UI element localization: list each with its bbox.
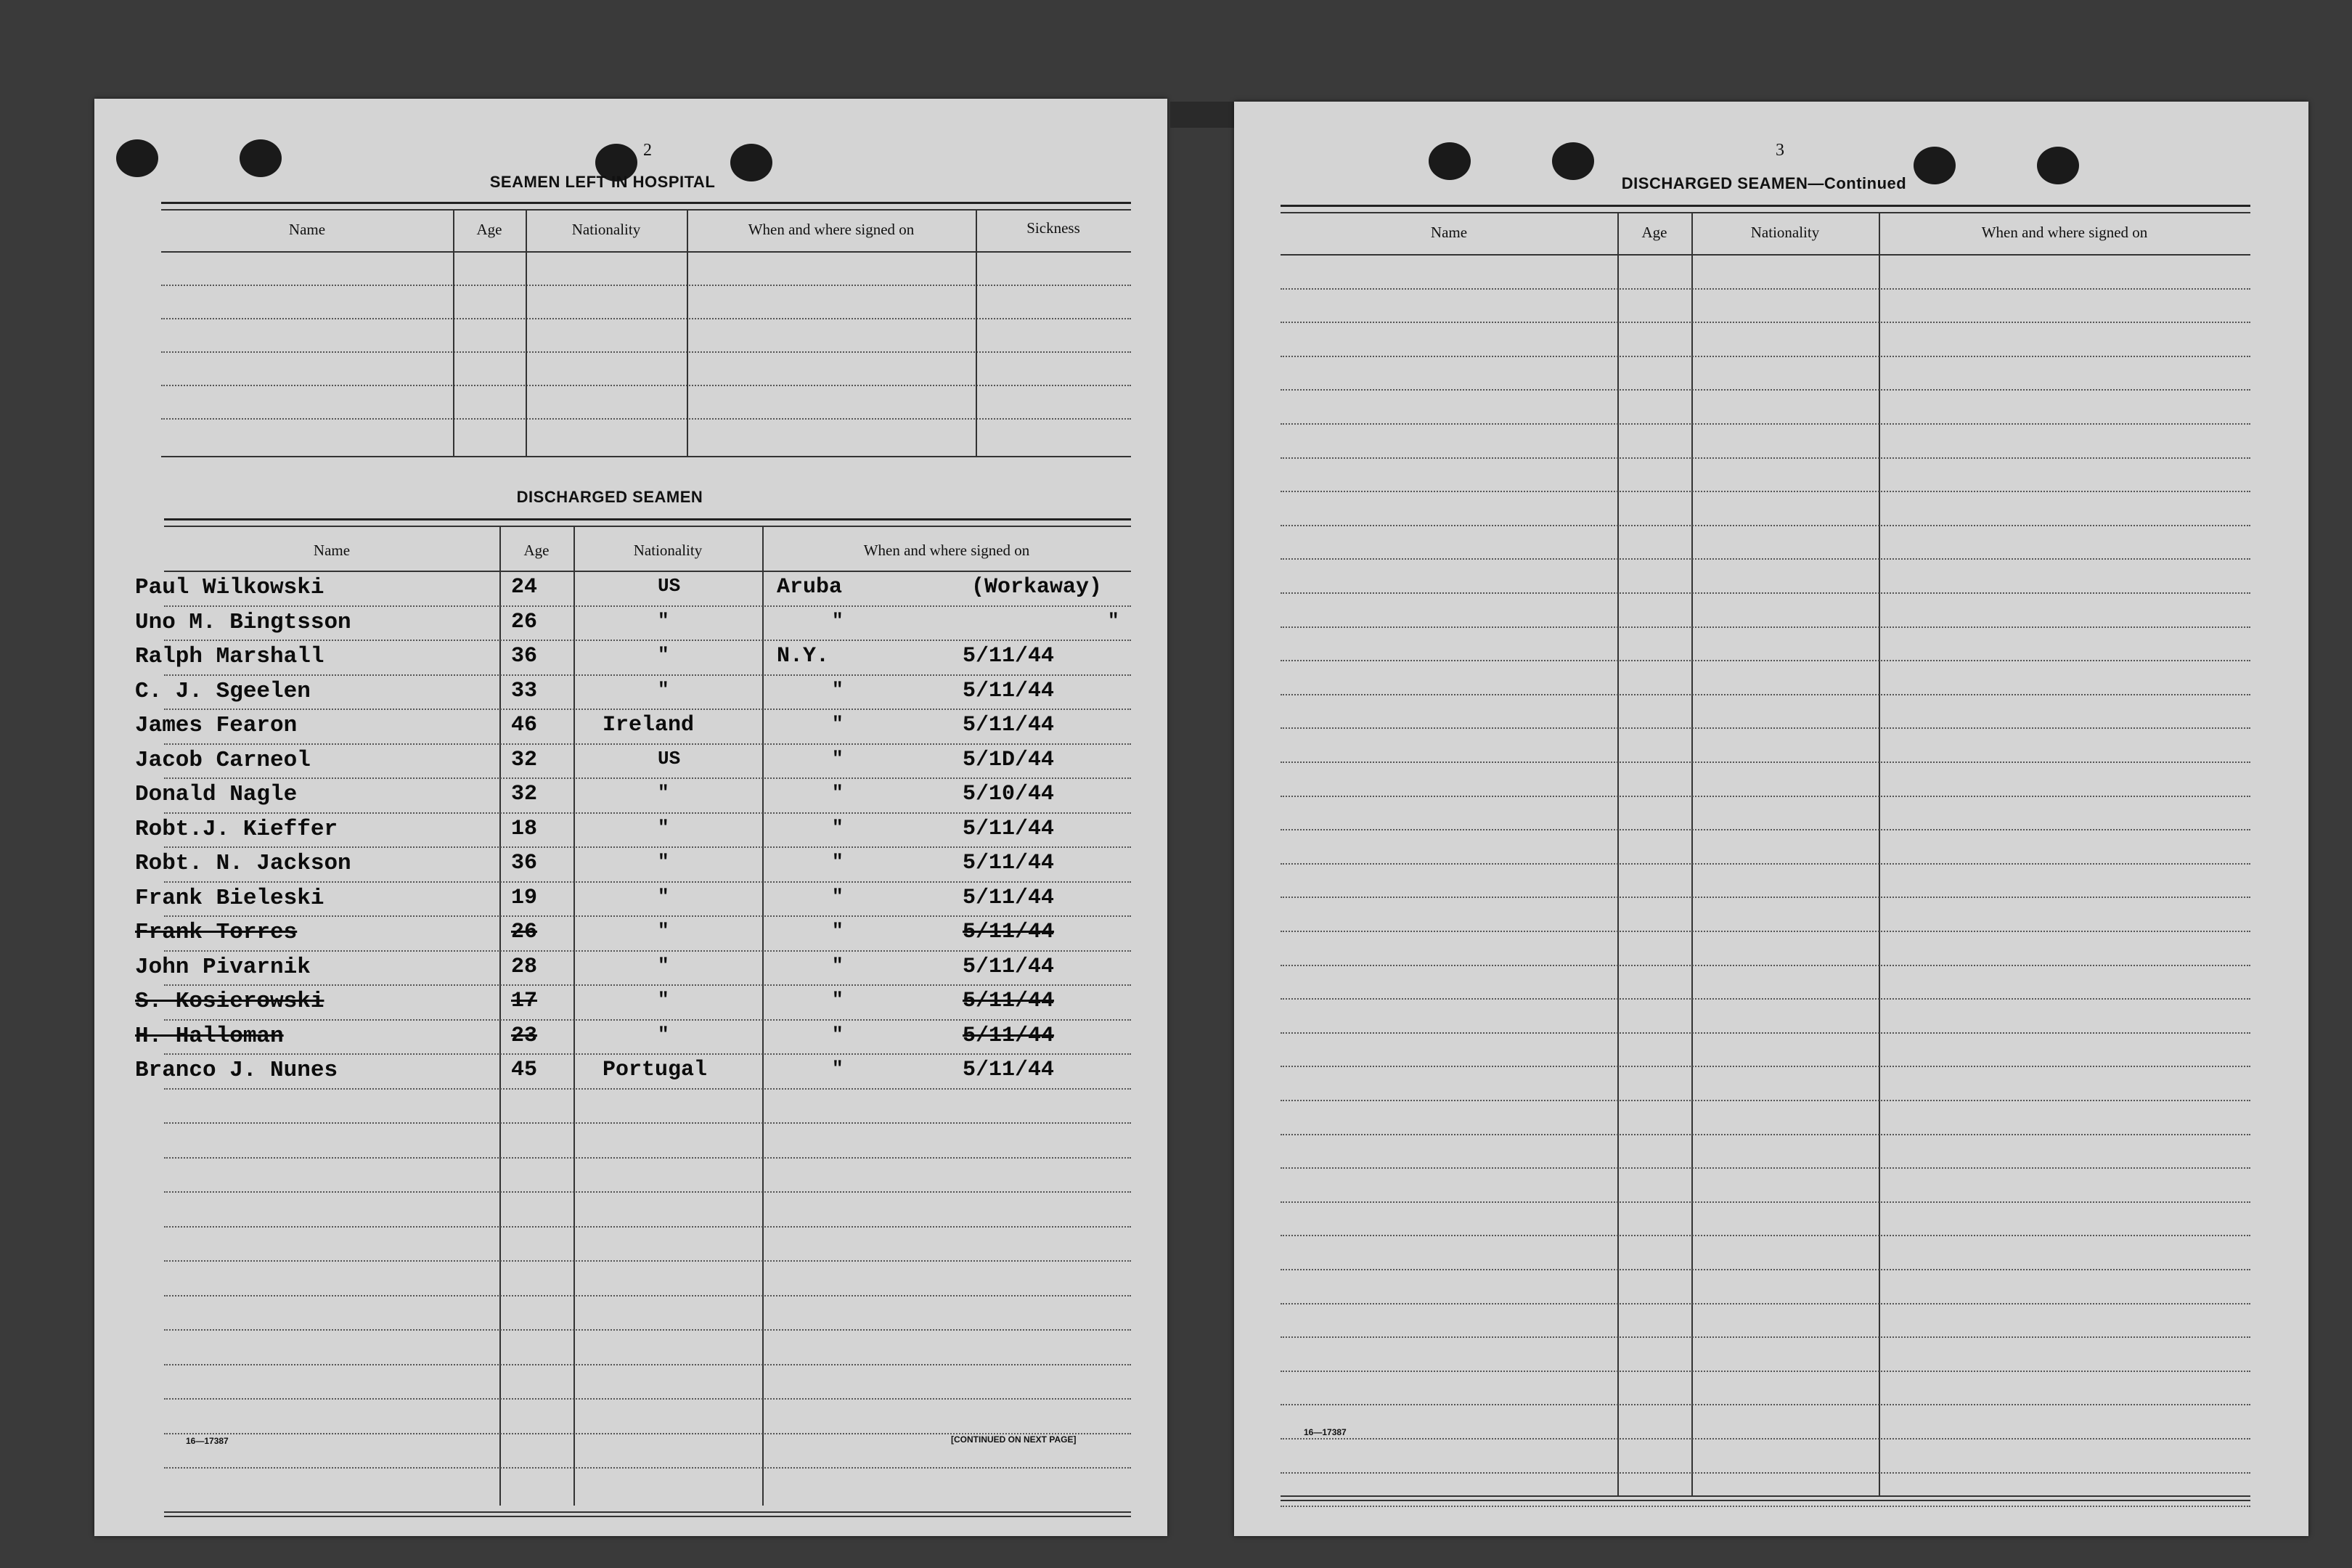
col-header-signed-on: When and where signed on — [1981, 224, 2148, 241]
discharged-when-cell: 5/11/44 — [963, 713, 1055, 738]
row-rule — [164, 1019, 1131, 1021]
row-rule — [1281, 931, 2250, 932]
col-header-name: Name — [1430, 224, 1468, 241]
discharged-age-cell: 26 — [511, 609, 538, 634]
discharged-name-cell: James Fearon — [135, 713, 298, 738]
row-rule — [1281, 1371, 2250, 1372]
discharged-where-cell: " — [832, 989, 844, 1010]
binding-notch — [1170, 102, 1240, 128]
hospital-table — [161, 202, 1131, 470]
row-rule — [164, 881, 1131, 883]
punch-hole — [116, 139, 158, 177]
col-header-age: Age — [476, 221, 502, 238]
row-rule — [1281, 897, 2250, 898]
discharged-age-cell: 28 — [511, 954, 538, 979]
discharged-nationality-cell: " — [658, 1023, 669, 1045]
discharged-age-cell: 45 — [511, 1058, 538, 1082]
discharged-when-cell: 5/11/44 — [963, 954, 1055, 979]
col-header-age: Age — [523, 542, 550, 559]
row-rule — [164, 1088, 1131, 1090]
discharged-nationality-cell: Portugal — [603, 1058, 708, 1082]
row-rule — [1281, 389, 2250, 391]
discharged-nationality-cell: " — [658, 678, 669, 701]
discharged-where-cell: " — [832, 782, 844, 804]
col-header-age: Age — [1641, 224, 1667, 241]
discharged-when-cell: 5/10/44 — [963, 782, 1055, 807]
discharged-name-cell: Frank Torres — [135, 920, 298, 945]
row-rule — [1281, 1404, 2250, 1405]
left-page — [94, 99, 1167, 1536]
discharged-when-cell: 5/11/44 — [963, 989, 1055, 1013]
col-header-signed-on: When and where signed on — [863, 542, 1030, 559]
discharged-age-cell: 26 — [511, 920, 538, 944]
discharged-age-cell: 46 — [511, 713, 538, 738]
discharged-name-cell: Donald Nagle — [135, 782, 298, 807]
page-number: 3 — [1776, 141, 1784, 160]
row-rule — [164, 1329, 1131, 1331]
row-rule — [1281, 457, 2250, 459]
row-rule — [164, 1364, 1131, 1365]
row-rule — [164, 812, 1131, 814]
discharged-nationality-cell: " — [658, 885, 669, 907]
discharged-nationality-cell: " — [658, 816, 669, 838]
discharged-nationality-cell: " — [658, 851, 669, 873]
row-rule — [164, 674, 1131, 676]
discharged-when-cell: 5/11/44 — [963, 816, 1055, 841]
row-rule — [1281, 1506, 2250, 1507]
row-rule — [164, 1398, 1131, 1400]
row-rule — [164, 1260, 1131, 1262]
punch-hole — [2037, 147, 2079, 184]
discharged-nationality-cell: " — [658, 609, 669, 632]
discharged-name-cell: Robt.J. Kieffer — [135, 816, 338, 842]
discharged-where-cell: " — [832, 747, 844, 769]
discharged-age-cell: 24 — [511, 575, 538, 600]
row-rule — [164, 777, 1131, 779]
row-rule — [1281, 1032, 2250, 1034]
discharged-when-cell: (Workaway) — [971, 575, 1103, 600]
row-rule — [1281, 998, 2250, 1000]
row-rule — [1281, 288, 2250, 290]
row-rule — [1281, 1472, 2250, 1474]
discharged-name-cell: Ralph Marshall — [135, 644, 324, 669]
discharged-section-title: DISCHARGED SEAMEN — [516, 488, 703, 506]
discharged-where-cell: " — [832, 1058, 844, 1079]
row-rule — [1281, 1269, 2250, 1270]
discharged-where-cell: " — [832, 713, 844, 735]
discharged-age-cell: 32 — [511, 747, 538, 772]
discharged-where-cell: N.Y. — [777, 644, 830, 669]
discharged-name-cell: Paul Wilkowski — [135, 575, 324, 600]
row-rule — [1281, 592, 2250, 594]
row-rule — [164, 1157, 1131, 1159]
discharged-nationality-cell: " — [658, 782, 669, 804]
col-header-name: Name — [313, 542, 351, 559]
row-rule — [164, 743, 1131, 745]
discharged-when-cell: " — [1108, 609, 1119, 632]
discharged-name-cell: John Pivarnik — [135, 954, 311, 980]
discharged-name-cell: S. Kosierowski — [135, 989, 324, 1014]
discharged-age-cell: 18 — [511, 816, 538, 841]
col-header-nationality: Nationality — [633, 542, 703, 559]
row-rule — [1281, 423, 2250, 425]
discharged-name-cell: Jacob Carneol — [135, 747, 311, 773]
row-rule — [164, 846, 1131, 848]
discharged-name-cell: C. J. Sgeelen — [135, 678, 311, 704]
discharged-when-cell: 5/11/44 — [963, 885, 1055, 910]
row-rule — [164, 605, 1131, 607]
row-rule — [1281, 1100, 2250, 1101]
row-rule — [1281, 1235, 2250, 1236]
row-rule — [1281, 626, 2250, 628]
discharged-where-cell: " — [832, 920, 844, 942]
discharged-nationality-cell: " — [658, 954, 669, 976]
discharged-table — [135, 518, 1131, 1527]
discharged-age-cell: 33 — [511, 678, 538, 703]
continued-table — [1281, 205, 2250, 1526]
hospital-section-title: SEAMEN LEFT IN HOSPITAL — [489, 173, 716, 191]
row-rule — [164, 1295, 1131, 1297]
discharged-nationality-cell: " — [658, 644, 669, 666]
row-rule — [1281, 1303, 2250, 1304]
row-rule — [1281, 1167, 2250, 1169]
row-rule — [1281, 727, 2250, 729]
form-number: 16—17387 — [186, 1436, 229, 1446]
discharged-where-cell: " — [832, 1023, 844, 1045]
discharged-nationality-cell: US — [658, 575, 681, 597]
col-header-nationality: Nationality — [571, 221, 641, 238]
discharged-name-cell: Frank Bieleski — [135, 885, 324, 911]
discharged-when-cell: 5/11/44 — [963, 1058, 1055, 1082]
row-rule — [1281, 558, 2250, 560]
discharged-age-cell: 17 — [511, 989, 538, 1013]
punch-hole — [1552, 142, 1594, 180]
row-rule — [1281, 491, 2250, 492]
discharged-where-cell: Aruba — [777, 575, 843, 600]
discharged-name-cell: Branco J. Nunes — [135, 1058, 338, 1083]
discharged-where-cell: " — [832, 851, 844, 873]
row-rule — [164, 1191, 1131, 1193]
discharged-when-cell: 5/11/44 — [963, 1023, 1055, 1048]
continued-section-title: DISCHARGED SEAMEN—Continued — [1621, 174, 1907, 192]
row-rule — [164, 1467, 1131, 1469]
row-rule — [164, 915, 1131, 917]
col-header-signed-on: When and where signed on — [748, 221, 915, 238]
discharged-name-cell: Robt. N. Jackson — [135, 851, 351, 876]
row-rule — [1281, 829, 2250, 830]
row-rule — [1281, 1336, 2250, 1338]
row-rule — [1281, 965, 2250, 966]
discharged-when-cell: 5/11/44 — [963, 678, 1055, 703]
page-number: 2 — [643, 141, 652, 160]
row-rule — [1281, 1134, 2250, 1135]
col-header-name: Name — [288, 221, 326, 238]
row-rule — [164, 640, 1131, 641]
row-rule — [164, 1122, 1131, 1124]
discharged-where-cell: " — [832, 954, 844, 976]
discharged-where-cell: " — [832, 609, 844, 632]
discharged-age-cell: 23 — [511, 1023, 538, 1048]
row-rule — [1281, 863, 2250, 865]
discharged-nationality-cell: " — [658, 920, 669, 942]
discharged-name-cell: Uno M. Bingtsson — [135, 609, 351, 635]
col-header-nationality: Nationality — [1750, 224, 1820, 241]
col-header-sickness: Sickness — [1026, 219, 1080, 237]
right-page — [1234, 102, 2308, 1536]
discharged-age-cell: 36 — [511, 644, 538, 669]
row-rule — [164, 1053, 1131, 1055]
discharged-where-cell: " — [832, 816, 844, 838]
row-rule — [164, 1226, 1131, 1228]
discharged-nationality-cell: Ireland — [603, 713, 695, 738]
row-rule — [1281, 1066, 2250, 1067]
row-rule — [1281, 322, 2250, 323]
discharged-when-cell: 5/11/44 — [963, 851, 1055, 875]
punch-hole — [240, 139, 282, 177]
row-rule — [1281, 761, 2250, 763]
discharged-where-cell: " — [832, 885, 844, 907]
row-rule — [1281, 796, 2250, 797]
discharged-where-cell: " — [832, 678, 844, 701]
discharged-age-cell: 36 — [511, 851, 538, 875]
row-rule — [1281, 1438, 2250, 1440]
row-rule — [164, 950, 1131, 952]
row-rule — [164, 984, 1131, 986]
discharged-age-cell: 19 — [511, 885, 538, 910]
discharged-nationality-cell: " — [658, 989, 669, 1010]
row-rule — [1281, 660, 2250, 661]
discharged-nationality-cell: US — [658, 747, 681, 769]
row-rule — [1281, 356, 2250, 357]
continued-note: [CONTINUED ON NEXT PAGE] — [951, 1434, 1077, 1445]
row-rule — [1281, 525, 2250, 526]
punch-hole — [1429, 142, 1471, 180]
discharged-when-cell: 5/1D/44 — [963, 747, 1055, 772]
discharged-name-cell: H. Halloman — [135, 1023, 284, 1049]
discharged-when-cell: 5/11/44 — [963, 920, 1055, 944]
discharged-age-cell: 32 — [511, 782, 538, 807]
row-rule — [164, 709, 1131, 710]
discharged-when-cell: 5/11/44 — [963, 644, 1055, 669]
row-rule — [1281, 694, 2250, 695]
form-number: 16—17387 — [1304, 1427, 1347, 1437]
row-rule — [1281, 1201, 2250, 1203]
